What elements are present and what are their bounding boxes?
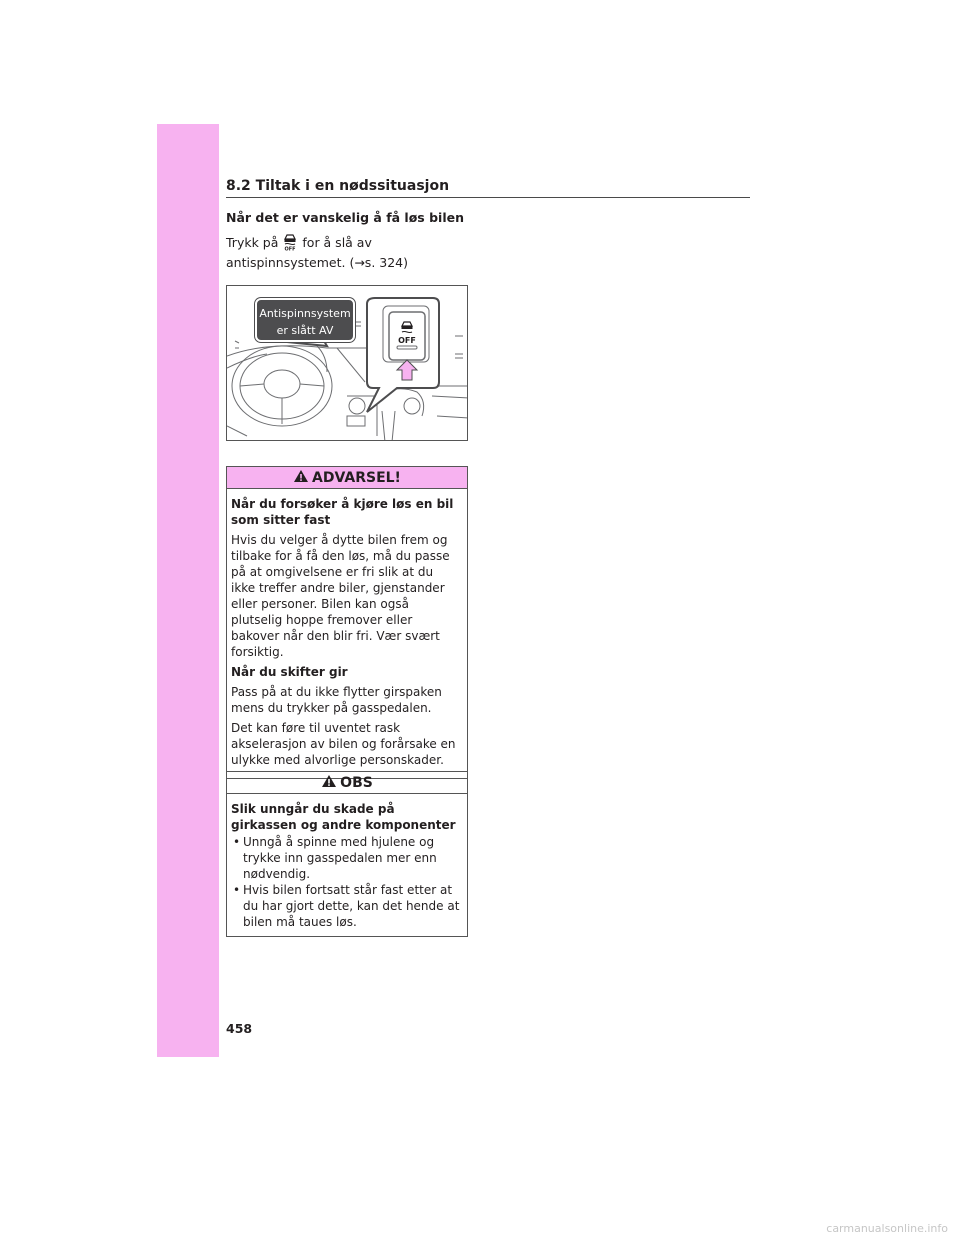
warning-paragraph-3: Det kan føre til uventet rask akselerasjon av bilen og forårsake en ulykke med alvorlige personskader. — [231, 721, 456, 767]
warning-triangle-icon — [293, 469, 309, 487]
warning-header — [227, 467, 467, 489]
footer-watermark: carmanualsonline.info — [826, 1222, 948, 1235]
notice-list — [231, 834, 461, 930]
callout-line-2: er slått AV — [276, 324, 334, 337]
notice-heading: Slik unngår du skade på girkassen og andre komponenter — [231, 802, 456, 832]
intro-text-before: Trykk på — [226, 235, 279, 250]
warning-title: ADVARSEL! — [312, 469, 401, 486]
warning-body — [227, 489, 467, 778]
callout-label — [255, 298, 355, 342]
warning-heading-2: Når du skifter gir — [231, 665, 348, 679]
notice-box — [226, 771, 468, 937]
notice-triangle-icon — [321, 774, 337, 792]
page-number: 458 — [226, 1021, 253, 1036]
subheading: Når det er vanskelig å få løs bilen — [226, 210, 464, 225]
warning-paragraph-1: Hvis du velger å dytte bilen frem og tilbake for å få den løs, må du passe på at omgivelsene er fri slik at du ikke treffer andre biler, gjenstander eller personer. Bilen kan også plutselig hoppe fremover eller bakover når den blir fri. Vær svært forsiktig. — [231, 533, 450, 659]
list-item: • Hvis bilen fortsatt står fast etter at du har gjort dette, kan det hende at bilen må taues løs. — [231, 882, 461, 930]
notice-body — [227, 794, 467, 936]
notice-title: OBS — [340, 774, 373, 791]
inline-icon-label: OFF — [284, 246, 296, 251]
warning-paragraph-2: Pass på at du ikke flytter girspaken mens du trykker på gasspedalen. — [231, 685, 442, 715]
traction-off-icon — [282, 233, 298, 255]
section-header: 8.2 Tiltak i en nødssituasjon — [226, 178, 750, 198]
off-button-label: OFF — [398, 336, 416, 345]
intro-paragraph — [226, 233, 486, 271]
callout-line-1: Antispinnsystem — [259, 307, 351, 320]
intro-text-after: for å slå av antispinnsystemet. (→s. 324) — [226, 235, 408, 270]
dashboard-illustration — [226, 285, 468, 441]
list-item: • Unngå å spinne med hjulene og trykke inn gasspedalen mer enn nødvendig. — [231, 834, 461, 882]
warning-box — [226, 466, 468, 779]
warning-heading-1: Når du forsøker å kjøre løs en bil som sitter fast — [231, 497, 454, 527]
page-tab-strip — [157, 124, 219, 1057]
notice-header — [227, 772, 467, 794]
